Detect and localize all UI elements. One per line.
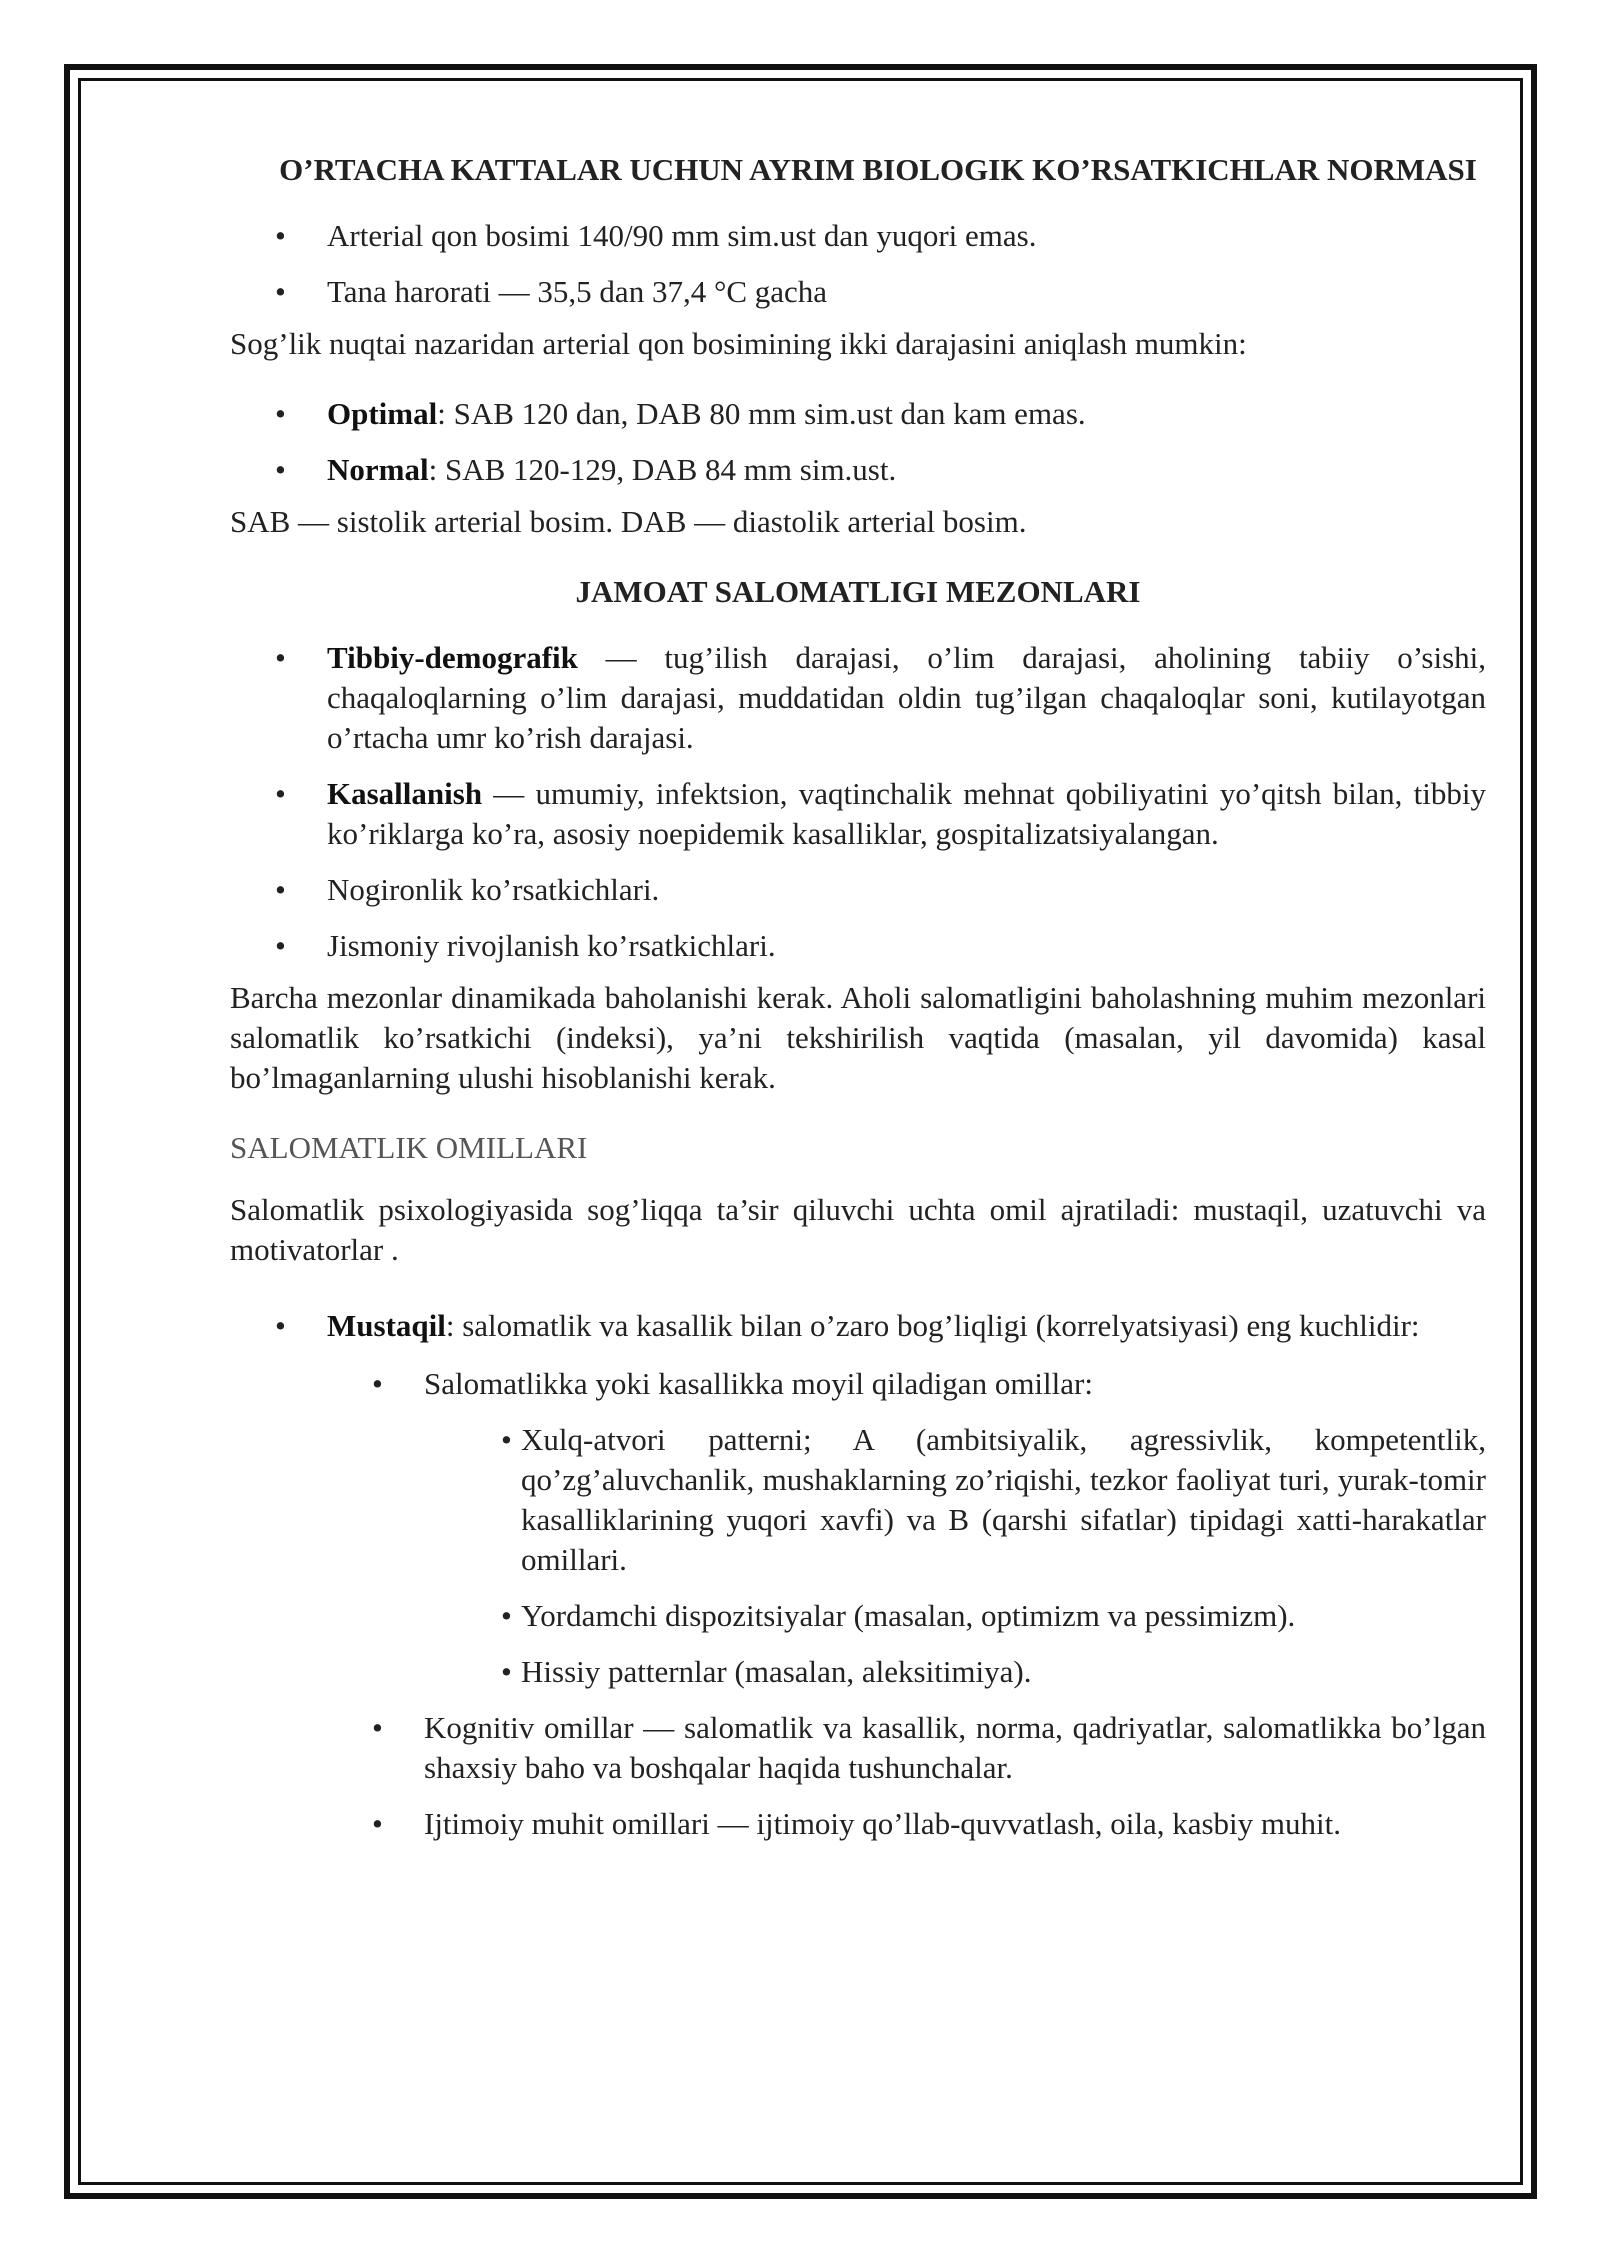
list-item: • Salomatlikka yoki kasallikka moyil qiladigan omillar: • Xulq-atvori patterni; A (ambitsiyalik, agressivlik, kompetentlik, qo’zg’aluvchanlik, mushaklarning zo’riqishi, tezkor faoliyat turi, yurak-tomir kasalliklarining yuqori xavfi) va B (qarshi sifatlar) tipidagi xatti-harakatlar omillari. • Yordamchi dispozitsiyalar (masalan, optimizm va pessimizm). • Hissiy patternlar (masalan, aleksitimiya). — [327, 1364, 1486, 1692]
list-item — [230, 638, 1486, 758]
definition: : SAB 120 dan, DAB 80 mm sim.ust dan kam emas. — [437, 396, 1086, 431]
term: Optimal — [327, 396, 438, 431]
list-item: • Kognitiv omillar — salomatlik va kasallik, norma, qadriyatlar, salomatlikka bo’lgan shaxsiy baho va boshqalar haqida tushunchalar. — [327, 1708, 1486, 1788]
section-heading-factors: SALOMATLIK OMILLARI — [230, 1130, 588, 1165]
list-item: • Xulq-atvori patterni; A (ambitsiyalik, agressivlik, kompetentlik, qo’zg’aluvchanlik, mushaklarning zo’riqishi, tezkor faoliyat turi, yurak-tomir kasalliklarining yuqori xavfi) va B (qarshi sifatlar) tipidagi xatti-harakatlar omillari. — [424, 1420, 1486, 1580]
factors-sublist — [327, 1364, 1486, 1844]
list-item: • Yordamchi dispozitsiyalar (masalan, optimizm va pessimizm). — [424, 1596, 1486, 1636]
definition: — tug’ilish darajasi, o’lim darajasi, aholining tabiiy o’sishi, chaqaloqlarning o’lim darajasi, muddatidan oldin tug’ilgan chaqaloqlar soni, kutilayotgan o’rtacha umr ko’rish darajasi. — [327, 640, 1486, 755]
list-item: • Tana harorati — 35,5 dan 37,4 °C gacha — [230, 272, 1486, 312]
norms-list — [230, 216, 1486, 312]
bp-note: SAB — sistolik arterial bosim. DAB — diastolik arterial bosim. — [230, 504, 1027, 539]
document-title: O’RTACHA KATTALAR UCHUN AYRIM BIOLOGIK KO’RSATKICHLAR NORMASI — [279, 152, 1477, 187]
definition: : SAB 120-129, DAB 84 mm sim.ust. — [428, 452, 897, 487]
list-item: • Nogironlik ko’rsatkichlari. — [230, 870, 1486, 910]
term: Tibbiy-demografik — [327, 640, 578, 675]
factors-list — [230, 1306, 1486, 1844]
public-health-summary: Barcha mezonlar dinamikada baholanishi kerak. Aholi salomatligini baholashning muhim mezonlari salomatlik ko’rsatkichi (indeksi), ya’ni tekshirilish vaqtida (masalan, yil davomida) kasal bo’lmaganlarning ulushi hisoblanishi kerak. — [230, 980, 1486, 1095]
list-item — [230, 450, 1486, 490]
document-body — [230, 150, 1486, 1860]
term: Mustaqil — [327, 1308, 446, 1343]
term: Normal — [327, 452, 429, 487]
bp-intro: Sog’lik nuqtai nazaridan arterial qon bosimining ikki darajasini aniqlash mumkin: — [230, 326, 1247, 361]
term: Kasallanish — [327, 776, 483, 811]
section-heading-public-health: JAMOAT SALOMATLIGI MEZONLARI — [575, 574, 1141, 609]
list-item: • Ijtimoiy muhit omillari — ijtimoiy qo’llab-quvvatlash, oila, kasbiy muhit. — [327, 1804, 1486, 1844]
bp-levels-list — [230, 394, 1486, 490]
public-health-list — [230, 638, 1486, 966]
definition: : salomatlik va kasallik bilan o’zaro bog’liqligi (korrelyatsiyasi) eng kuchlidir: — [445, 1308, 1420, 1343]
list-item: • Jismoniy rivojlanish ko’rsatkichlari. — [230, 926, 1486, 966]
list-item: • Arterial qon bosimi 140/90 mm sim.ust dan yuqori emas. — [230, 216, 1486, 256]
factors-intro: Salomatlik psixologiyasida sog’liqqa ta’sir qiluvchi uchta omil ajratiladi: mustaqil, uzatuvchi va motivatorlar . — [230, 1192, 1486, 1267]
list-item: • Hissiy patternlar (masalan, aleksitimiya). — [424, 1652, 1486, 1692]
factors-subsublist — [424, 1420, 1486, 1692]
list-item — [230, 1306, 1486, 1844]
definition: — umumiy, infektsion, vaqtinchalik mehnat qobiliyatini yo’qitsh bilan, tibbiy ko’riklarga ko’ra, asosiy noepidemik kasalliklar, gospitalizatsiyalangan. — [327, 776, 1486, 851]
list-item — [230, 774, 1486, 854]
list-item — [230, 394, 1486, 434]
